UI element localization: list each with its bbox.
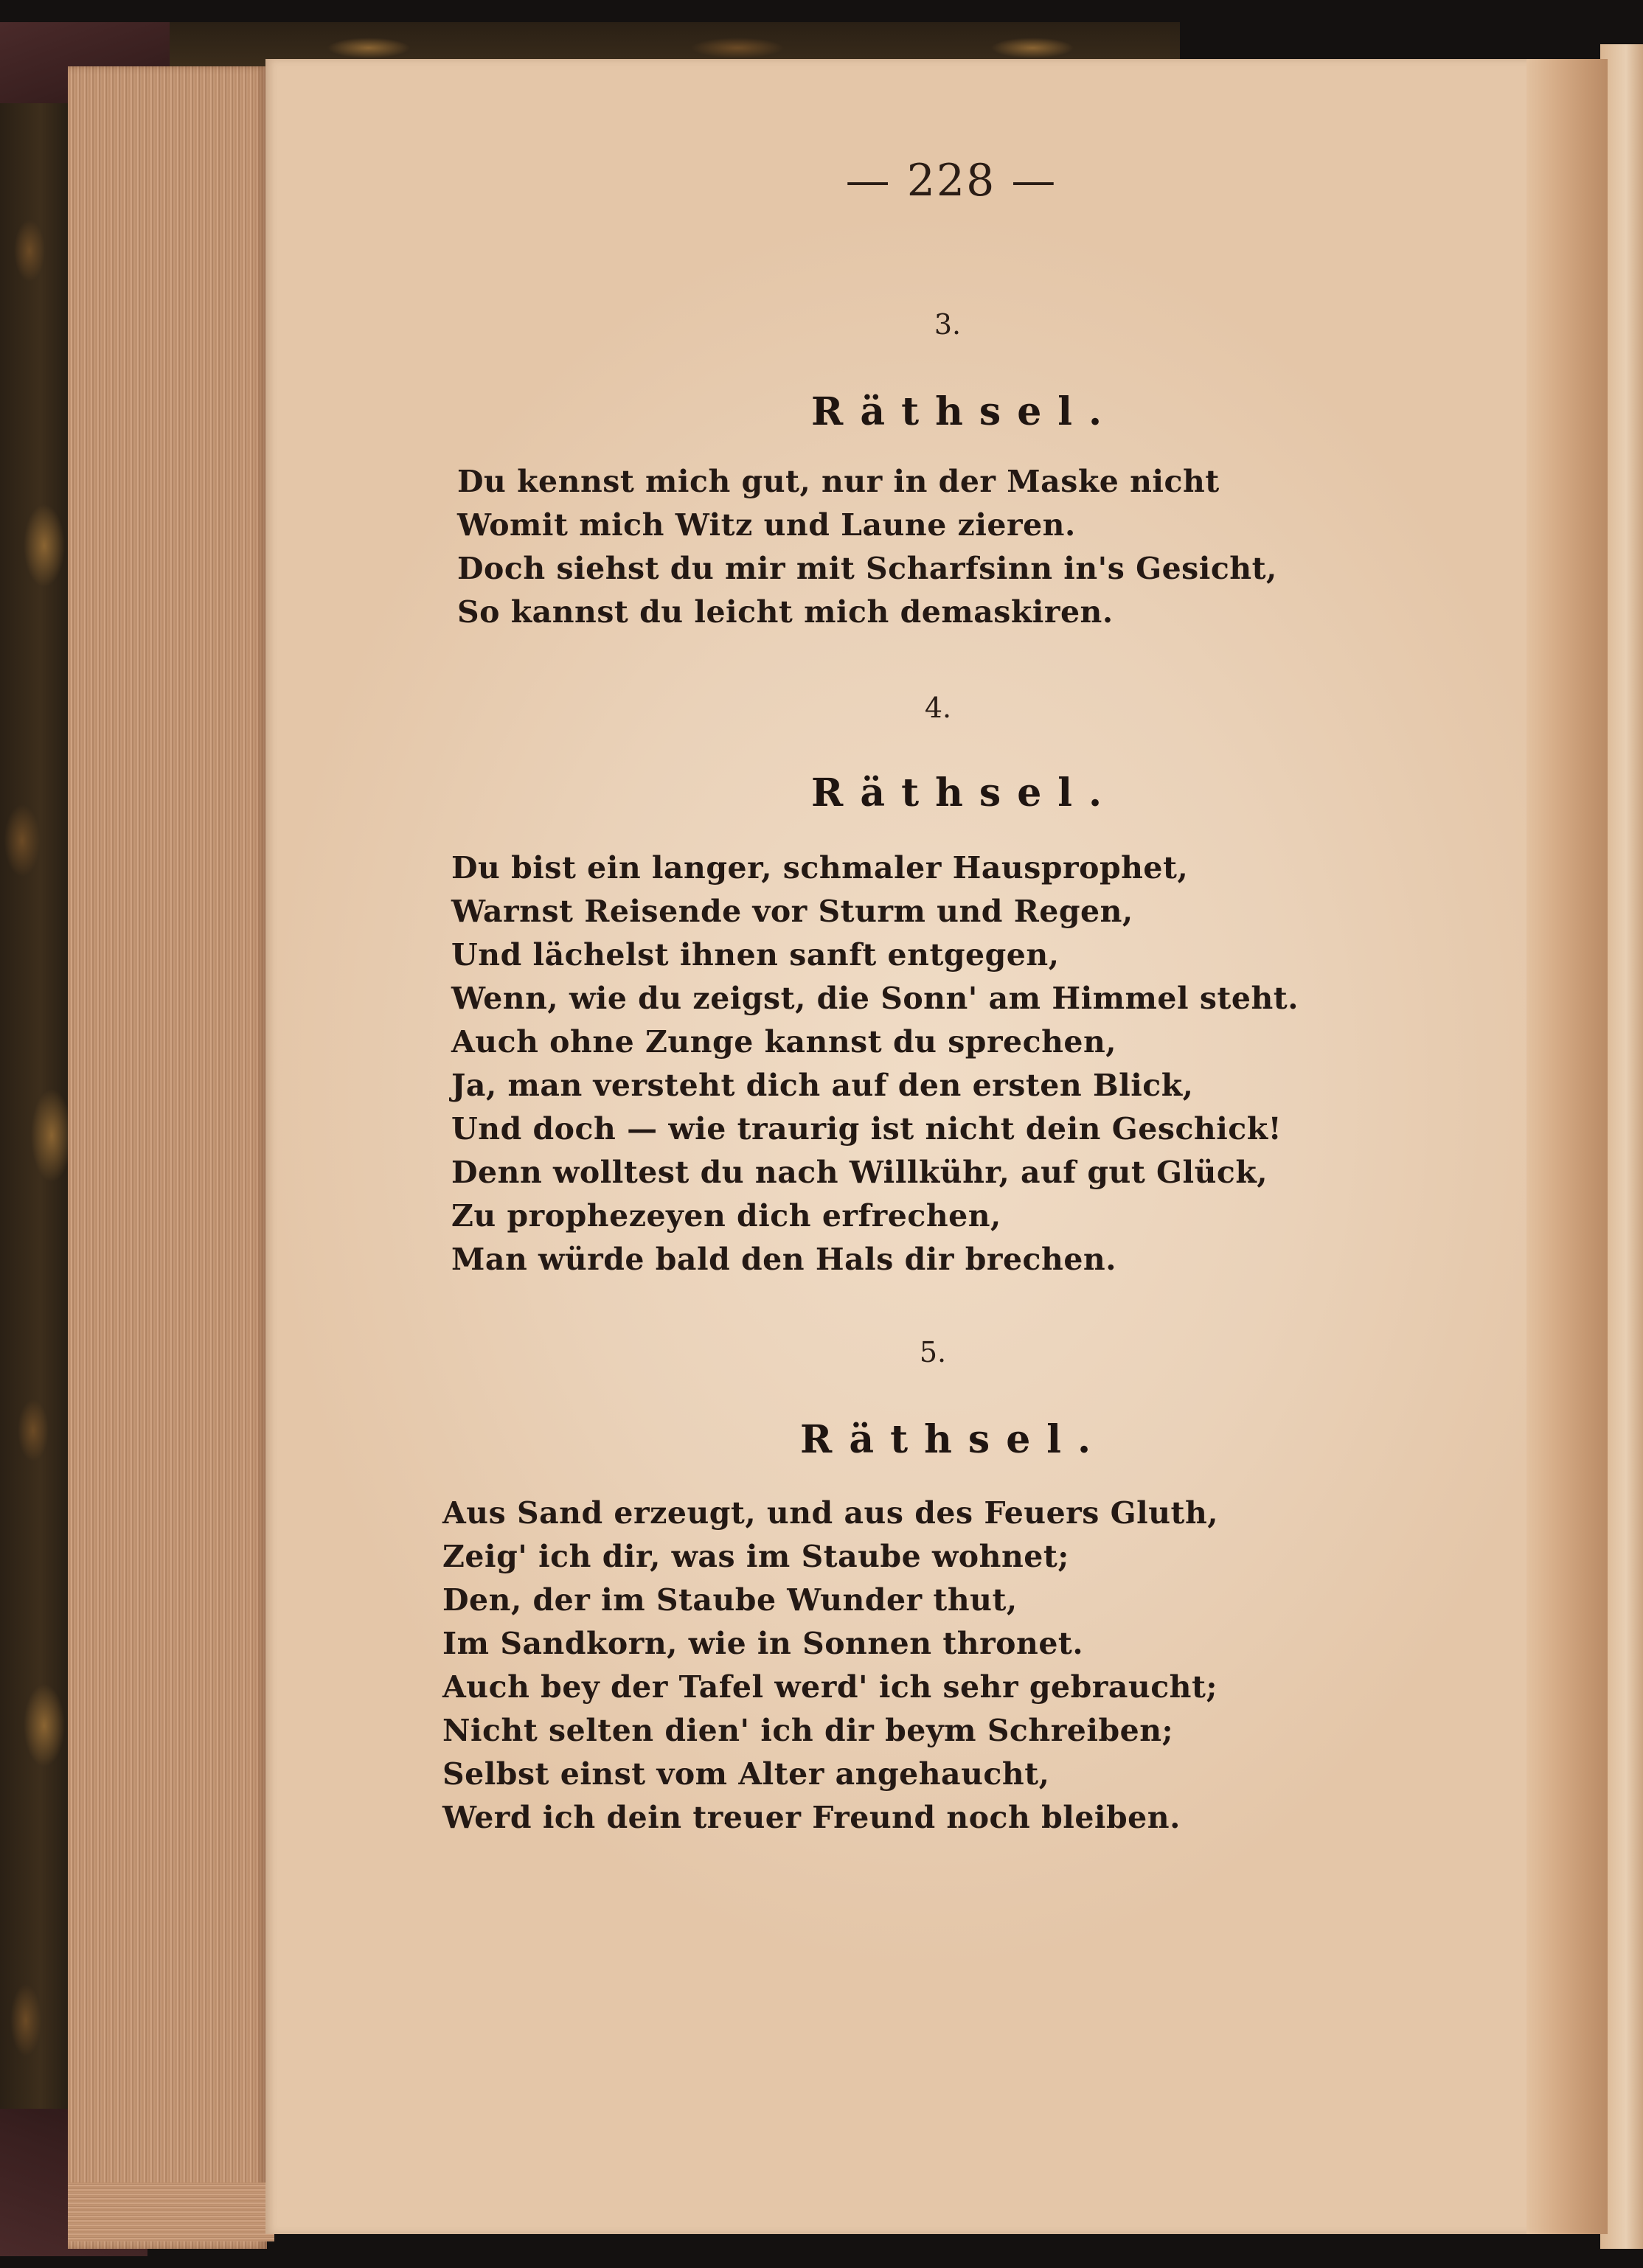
- riddle-verse: [442, 1492, 1218, 1840]
- verse-line: Aus Sand erzeugt, und aus des Feuers Gluth,: [442, 1495, 1219, 1531]
- verse-line: So kannst du leicht mich demaskiren.: [457, 594, 1114, 630]
- riddle-title: Räthsel.: [811, 389, 1119, 434]
- page-gutter: [1526, 59, 1608, 2234]
- verse-line: Ja, man versteht dich auf den ersten Blick,: [451, 1068, 1194, 1103]
- page-edges: [68, 66, 267, 2249]
- verse-line: Im Sandkorn, wie in Sonnen thronet.: [442, 1626, 1084, 1661]
- verse-line: Den, der im Staube Wunder thut,: [442, 1582, 1018, 1618]
- verse-line: Du kennst mich gut, nur in der Maske nicht: [457, 464, 1220, 499]
- verse-line: Auch bey der Tafel werd' ich sehr gebraucht;: [442, 1669, 1218, 1705]
- verse-line: Auch ohne Zunge kannst du sprechen,: [451, 1024, 1117, 1060]
- riddle-title: Räthsel.: [811, 771, 1119, 815]
- verse-line: Man würde bald den Hals dir brechen.: [451, 1242, 1117, 1277]
- verse-line: Womit mich Witz und Laune zieren.: [457, 507, 1076, 543]
- verse-line: Doch siehst du mir mit Scharfsinn in's Gesicht,: [457, 551, 1277, 586]
- verse-line: Zeig' ich dir, was im Staube wohnet;: [442, 1539, 1069, 1574]
- verse-line: Denn wolltest du nach Willkühr, auf gut Glück,: [451, 1155, 1268, 1190]
- verse-line: Wenn, wie du zeigst, die Sonn' am Himmel steht.: [451, 981, 1299, 1016]
- riddle-title: Räthsel.: [800, 1417, 1108, 1462]
- verse-line: Warnst Reisende vor Sturm und Regen,: [451, 894, 1133, 929]
- page-edges-bottom: [68, 2182, 274, 2241]
- page-number: — 228 —: [845, 155, 1057, 206]
- verse-line: Zu prophezeyen dich erfrechen,: [451, 1198, 1001, 1234]
- riddle-verse: [457, 460, 1277, 634]
- riddle-number: 5.: [919, 1336, 947, 1368]
- verse-line: Werd ich dein treuer Freund noch bleiben.: [442, 1800, 1181, 1835]
- riddle-number: 3.: [934, 308, 962, 341]
- verse-line: Und doch — wie traurig ist nicht dein Geschick!: [451, 1111, 1282, 1147]
- verse-line: Du bist ein langer, schmaler Hausprophet,: [451, 850, 1189, 886]
- verse-line: Selbst einst vom Alter angehaucht,: [442, 1756, 1050, 1792]
- riddle-number: 4.: [924, 692, 952, 724]
- riddle-verse: [451, 846, 1299, 1281]
- verse-line: Und lächelst ihnen sanft entgegen,: [451, 937, 1060, 973]
- verse-line: Nicht selten dien' ich dir beym Schreiben;: [442, 1713, 1174, 1748]
